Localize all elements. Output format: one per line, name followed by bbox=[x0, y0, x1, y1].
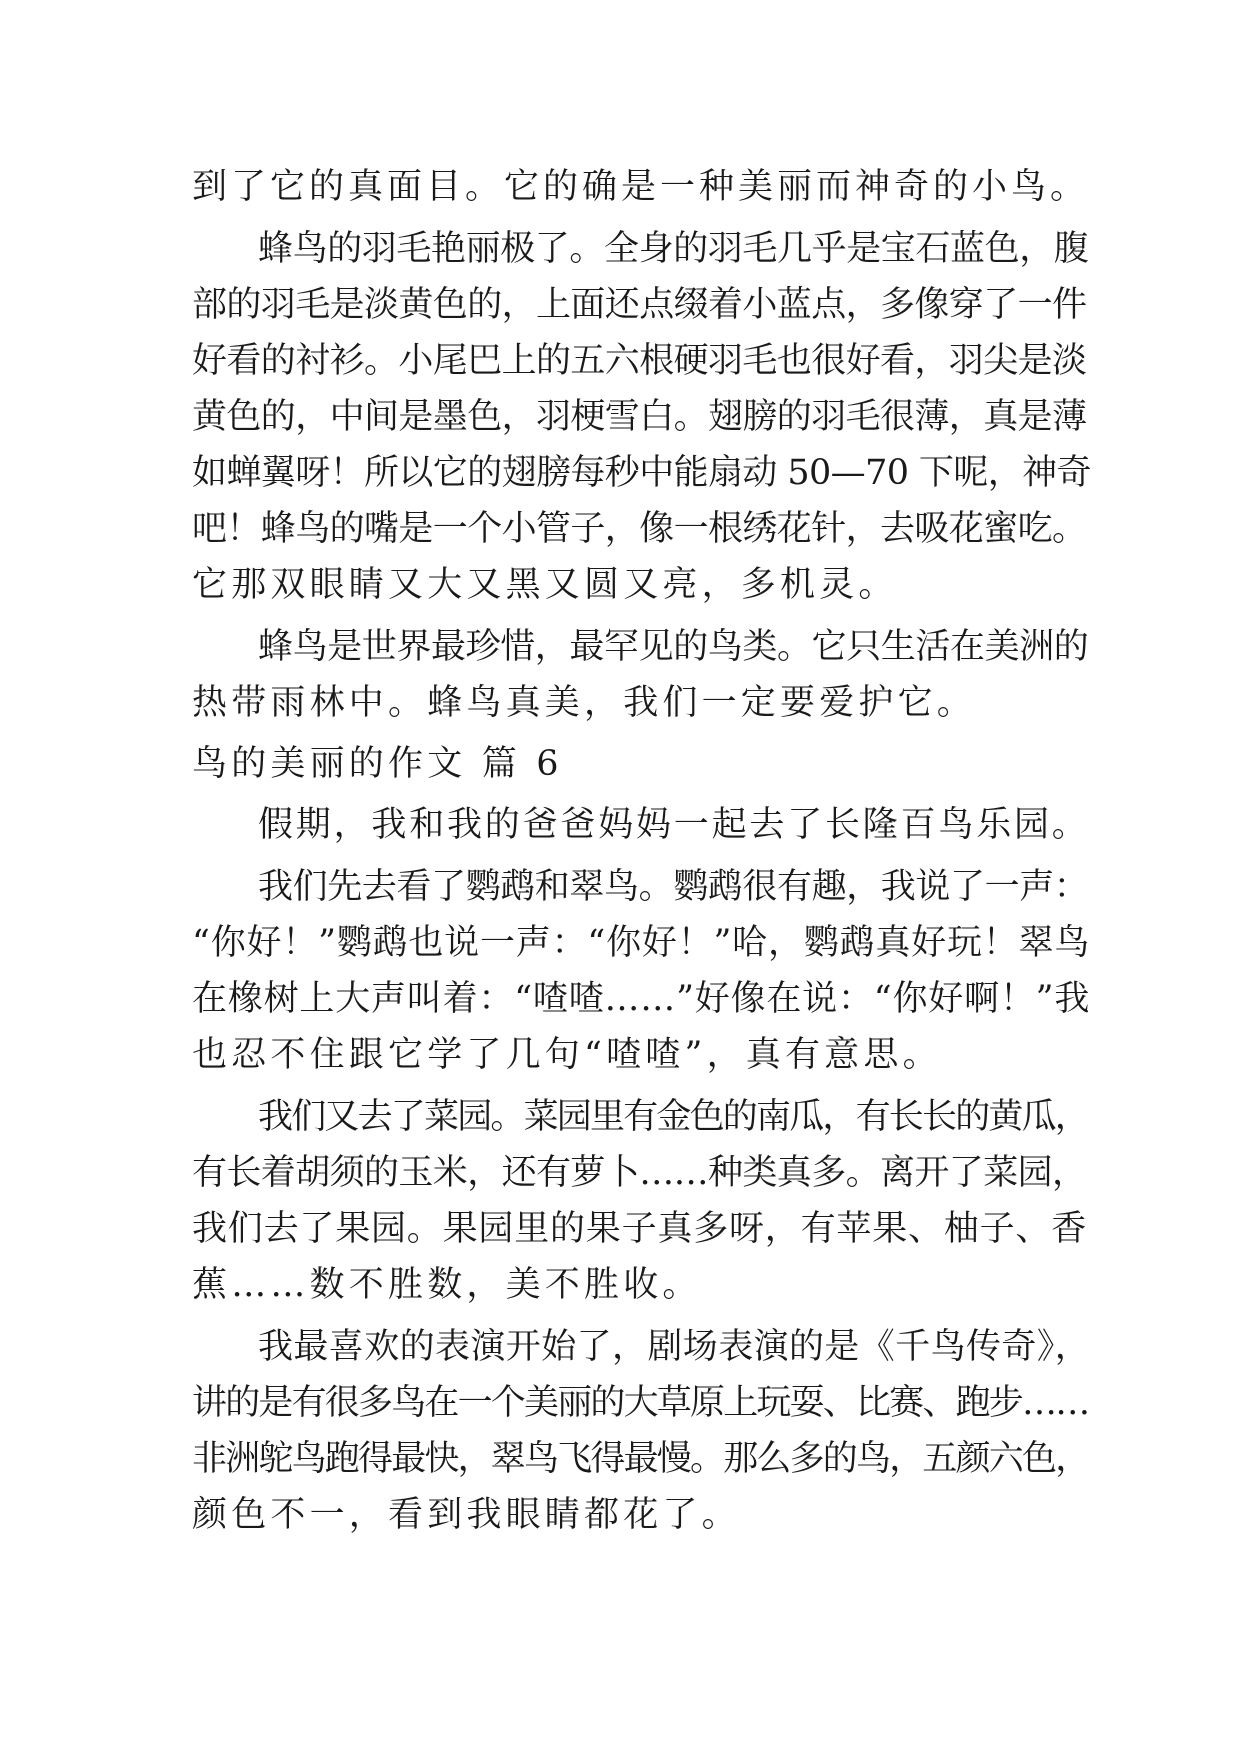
text-line: 颜色不一，看到我眼睛都花了。 bbox=[192, 1495, 741, 1535]
text-line: 如蝉翼呀！所以它的翅膀每秒中能扇动 50—70 下呢，神奇 bbox=[192, 453, 1091, 493]
text-line: 黄色的，中间是墨色，羽梗雪白。翅膀的羽毛很薄，真是薄 bbox=[192, 397, 1087, 437]
text-line: 蕉……数不胜数，美不胜收。 bbox=[192, 1265, 702, 1305]
text-line: 有长着胡须的玉米，还有萝卜……种类真多。离开了菜园， bbox=[192, 1153, 1087, 1193]
text-line: 非洲鸵鸟跑得最快，翠鸟飞得最慢。那么多的鸟，五颜六色， bbox=[192, 1439, 1089, 1479]
paragraph-start: 我最喜欢的表演开始了，剧场表演的是《千鸟传奇》， bbox=[258, 1327, 1091, 1367]
text-line: 它那双眼睛又大又黑又圆又亮，多机灵。 bbox=[192, 565, 898, 605]
section-heading: 鸟的美丽的作文 篇 6 bbox=[192, 744, 563, 784]
paragraph-start: 我们又去了菜园。菜园里有金色的南瓜，有长长的黄瓜， bbox=[258, 1097, 1089, 1137]
text-line: 在橡树上大声叫着：“喳喳……”好像在说：“你好啊！”我 bbox=[192, 979, 1091, 1019]
paragraph-start: 我们先去看了鹦鹉和翠鸟。鹦鹉很有趣，我说了一声： bbox=[258, 867, 1089, 907]
text-line: 部的羽毛是淡黄色的，上面还点缀着小蓝点，多像穿了一件 bbox=[192, 285, 1087, 325]
text-line: 也忍不住跟它学了几句“喳喳”，真有意思。 bbox=[192, 1035, 942, 1075]
text-line: 吧！蜂鸟的嘴是一个小管子，像一根绣花针，去吸花蜜吃。 bbox=[192, 509, 1087, 549]
text-line: 讲的是有很多鸟在一个美丽的大草原上玩耍、比赛、跑步…… bbox=[192, 1383, 1089, 1423]
text-line: 到了它的真面目。它的确是一种美丽而神奇的小鸟。 bbox=[192, 167, 1090, 207]
text-line: 我们去了果园。果园里的果子真多呀，有苹果、柚子、香 bbox=[192, 1209, 1088, 1249]
text-line: 热带雨林中。蜂鸟真美，我们一定要爱护它。 bbox=[192, 683, 977, 723]
text-line: “你好！”鹦鹉也说一声：“你好！”哈，鹦鹉真好玩！翠鸟 bbox=[192, 923, 1091, 963]
paragraph-start: 蜂鸟的羽毛艳丽极了。全身的羽毛几乎是宝石蓝色，腹 bbox=[258, 229, 1089, 269]
paragraph-start: 假期，我和我的爸爸妈妈一起去了长隆百鸟乐园。 bbox=[258, 805, 1090, 845]
text-line: 好看的衬衫。小尾巴上的五六根硬羽毛也很好看，羽尖是淡 bbox=[192, 341, 1087, 381]
paragraph-start: 蜂鸟是世界最珍惜，最罕见的鸟类。它只生活在美洲的 bbox=[258, 627, 1089, 667]
